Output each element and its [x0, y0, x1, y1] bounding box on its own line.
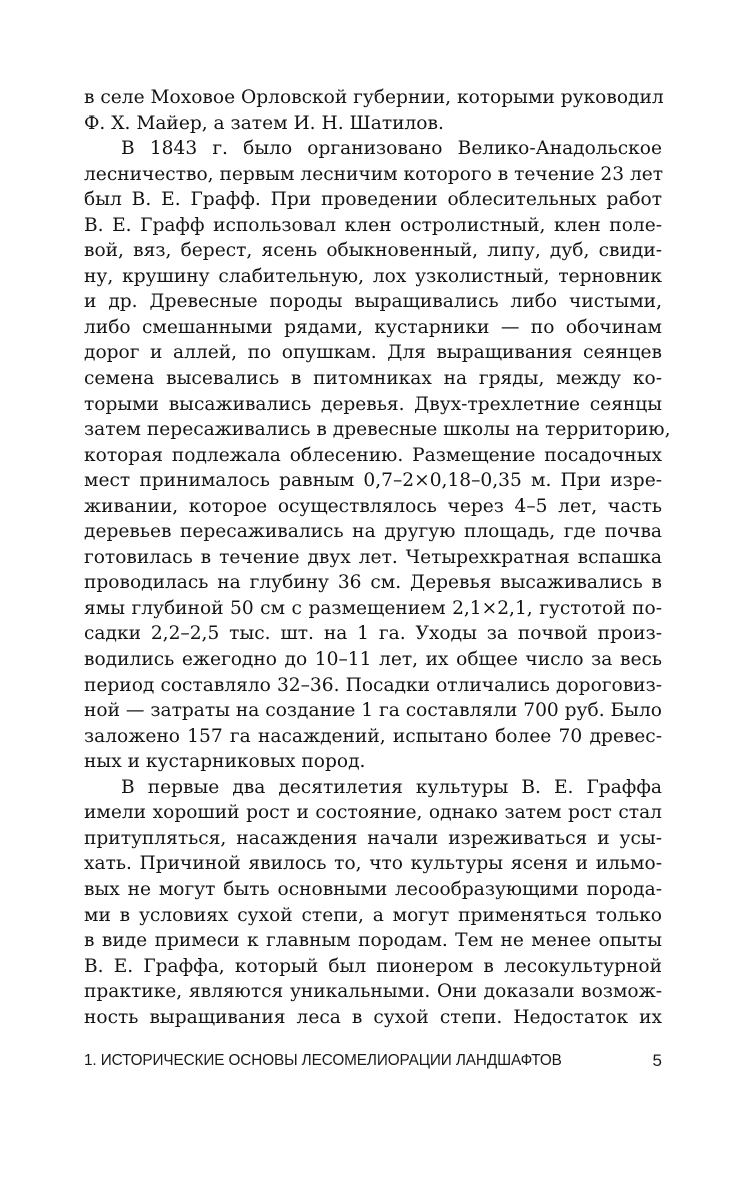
text-line: ность выращивания леса в сухой степи. Недостаток их	[84, 1006, 662, 1028]
text-line: вой, вяз, берест, ясень обыкновенный, липу, дуб, свиди-	[84, 240, 662, 262]
body-text	[84, 85, 671, 1030]
text-line: садки 2,2–2,5 тыс. шт. на 1 га. Уходы за почвой произ-	[84, 623, 662, 645]
text-line: и др. Древесные породы выращивались либо чистыми,	[84, 291, 662, 313]
page-number: 5	[652, 1051, 662, 1070]
text-line: проводилась на глубину 36 см. Деревья высаживались в	[84, 572, 662, 594]
text-line: в селе Моховое Орловской губернии, которыми руководил	[84, 87, 664, 108]
text-line: практике, являются уникальными. Они доказали возмож-	[84, 981, 662, 1003]
text-line: заложено 157 га насаждений, испытано более 70 древес-	[84, 725, 662, 747]
text-line: торыми высаживались деревья. Двух-трехлетние сеянцы	[84, 393, 662, 415]
text-line: ных и кустарниковых пород.	[84, 751, 366, 773]
text-line: В 1843 г. было организовано Велико-Анадольское	[121, 138, 662, 160]
page-footer	[84, 1048, 662, 1074]
text-line: затем пересаживались в древесные школы на территорию,	[84, 419, 671, 441]
text-line: деревьев пересаживались на другую площадь, где почва	[84, 521, 662, 543]
text-line: ямы глубиной 50 см с размещением 2,1×2,1, густотой по-	[84, 597, 662, 619]
text-line: мест принималось равным 0,7–2×0,18–0,35 м. При изре-	[84, 470, 662, 492]
text-line: ной — затраты на создание 1 га составляли 700 руб. Было	[84, 700, 662, 722]
text-line: ну, крушину слабительную, лох узколистный, терновник	[84, 265, 662, 287]
text-line: лесничество, первым лесничим которого в течение 23 лет	[84, 163, 664, 185]
text-line: живании, которое осуществлялось через 4–5 лет, часть	[84, 495, 662, 517]
text-line: притупляться, насаждения начали изреживаться и усы-	[84, 827, 662, 849]
running-head: 1. ИСТОРИЧЕСКИЕ ОСНОВЫ ЛЕСОМЕЛИОРАЦИИ ЛАНДШАФТОВ	[84, 1052, 562, 1069]
text-line: либо смешанными рядами, кустарники — по обочинам	[84, 316, 662, 338]
text-line: дорог и аллей, по опушкам. Для выращивания сеянцев	[84, 342, 662, 364]
text-line: ми в условиях сухой степи, а могут применяться только	[84, 904, 662, 926]
text-line: готовилась в течение двух лет. Четырехкратная вспашка	[84, 546, 662, 568]
text-line: хать. Причиной явилось то, что культуры ясеня и ильмо-	[84, 853, 662, 875]
text-line: был В. Е. Графф. При проведении облесительных работ	[84, 189, 662, 211]
text-line: семена высевались в питомниках на гряды, между ко-	[84, 368, 662, 390]
text-line: В. Е. Графф использовал клен остролистный, клен поле-	[84, 214, 662, 236]
text-line: вых не могут быть основными лесообразующими порода-	[84, 878, 662, 900]
text-line: период составляло 32–36. Посадки отличались дороговиз-	[84, 674, 662, 696]
text-line: В. Е. Граффа, который был пионером в лесокультурной	[84, 955, 662, 977]
text-line: Ф. Х. Майер, а затем И. Н. Шатилов.	[84, 112, 444, 134]
text-line: водились ежегодно до 10–11 лет, их общее число за весь	[84, 649, 662, 671]
text-line: которая подлежала облесению. Размещение посадочных	[84, 444, 662, 466]
text-line: имели хороший рост и состояние, однако затем рост стал	[84, 802, 662, 824]
text-line: В первые два десятилетия культуры В. Е. Граффа	[121, 776, 662, 798]
text-line: в виде примеси к главным породам. Тем не менее опыты	[84, 930, 662, 952]
